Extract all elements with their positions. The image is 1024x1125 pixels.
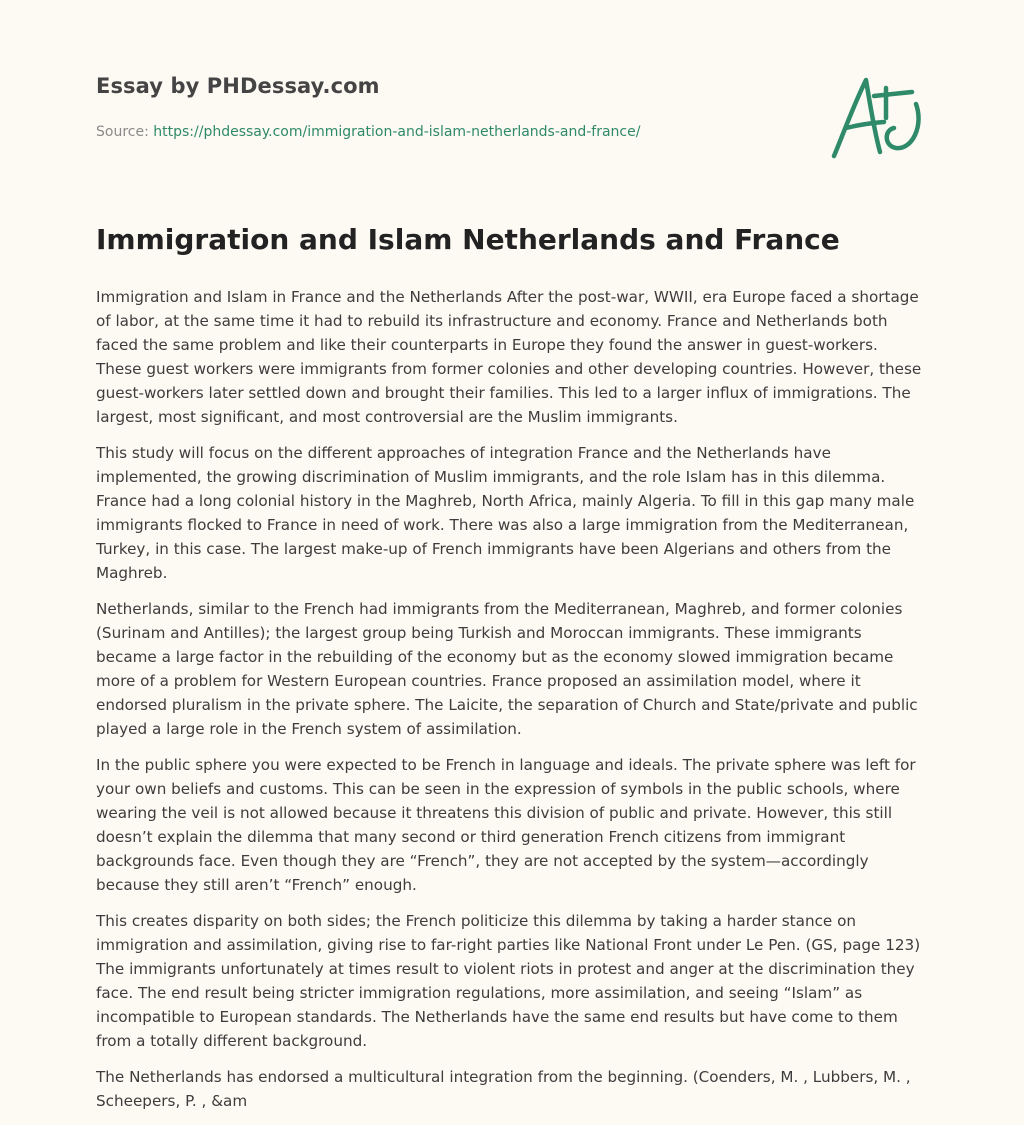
essay-paragraph: The Netherlands has endorsed a multicultural integration from the beginning. (Coenders, M. , Lubbers, M. , Scheepers, P. , &am — [96, 1068, 911, 1110]
source-line — [96, 124, 640, 140]
essay-title: Immigration and Islam Netherlands and France — [96, 223, 840, 256]
page-header — [96, 74, 928, 174]
source-link[interactable]: https://phdessay.com/immigration-and-islam-netherlands-and-france/ — [153, 124, 641, 140]
essay-paragraph: This study will focus on the different approaches of integration France and the Netherlands have implemented, the growing discrimination of Muslim immigrants, and the role Islam has in this dilemma. France had a long colonial history in the Maghreb, North Africa, mainly Algeria. To fill in this gap many male immigrants flocked to France in need of work. There was also a large immigration from the Mediterranean, Turkey, in this case. The largest make-up of French immigrants have been Algerians and others from the Maghreb. — [96, 444, 915, 582]
essay-paragraph: This creates disparity on both sides; the French politicize this dilemma by taking a harder stance on immigration and assimilation, giving rise to far-right parties like National Front under Le Pen. (GS, page 123) The immigrants unfortunately at times result to violent riots in protest and anger at the discrimination they face. The end result being stricter immigration regulations, more assimilation, and seeing “Islam” as incompatible to European standards. The Netherlands have the same end results but have come to them from a totally different background. — [96, 912, 921, 1050]
site-title: Essay by PHDessay.com — [96, 74, 380, 98]
a-plus-logo-icon — [828, 70, 928, 166]
essay-paragraph: In the public sphere you were expected to be French in language and ideals. The private sphere was left for your own beliefs and customs. This can be seen in the expression of symbols in the public schools, where wearing the veil is not allowed because it threatens this division of public and private. However, this still doesn’t explain the dilemma that many second or third generation French citizens from immigrant backgrounds face. Even though they are “French”, they are not accepted by the system—accordingly because they still aren’t “French” enough. — [96, 756, 916, 894]
source-label: Source: — [96, 124, 149, 140]
essay-paragraph: Netherlands, similar to the French had immigrants from the Mediterranean, Maghreb, and former colonies (Surinam and Antilles); the largest group being Turkish and Moroccan immigrants. These immigrants became a large factor in the rebuilding of the economy but as the economy slowed immigration became more of a problem for Western European countries. France proposed an assimilation model, where it endorsed pluralism in the private sphere. The Laicite, the separation of Church and State/private and public played a large role in the French system of assimilation. — [96, 600, 918, 738]
essay-paragraph: Immigration and Islam in France and the Netherlands After the post-war, WWII, era Europe faced a shortage of labor, at the same time it had to rebuild its infrastructure and economy. France and Netherlands both faced the same problem and like their counterparts in Europe they found the answer in guest-workers. These guest workers were immigrants from former colonies and other developing countries. However, these guest-workers later settled down and brought their families. This led to a larger influx of immigrations. The largest, most significant, and most controversial are the Muslim immigrants. — [96, 288, 922, 426]
essay-body — [96, 285, 926, 1125]
